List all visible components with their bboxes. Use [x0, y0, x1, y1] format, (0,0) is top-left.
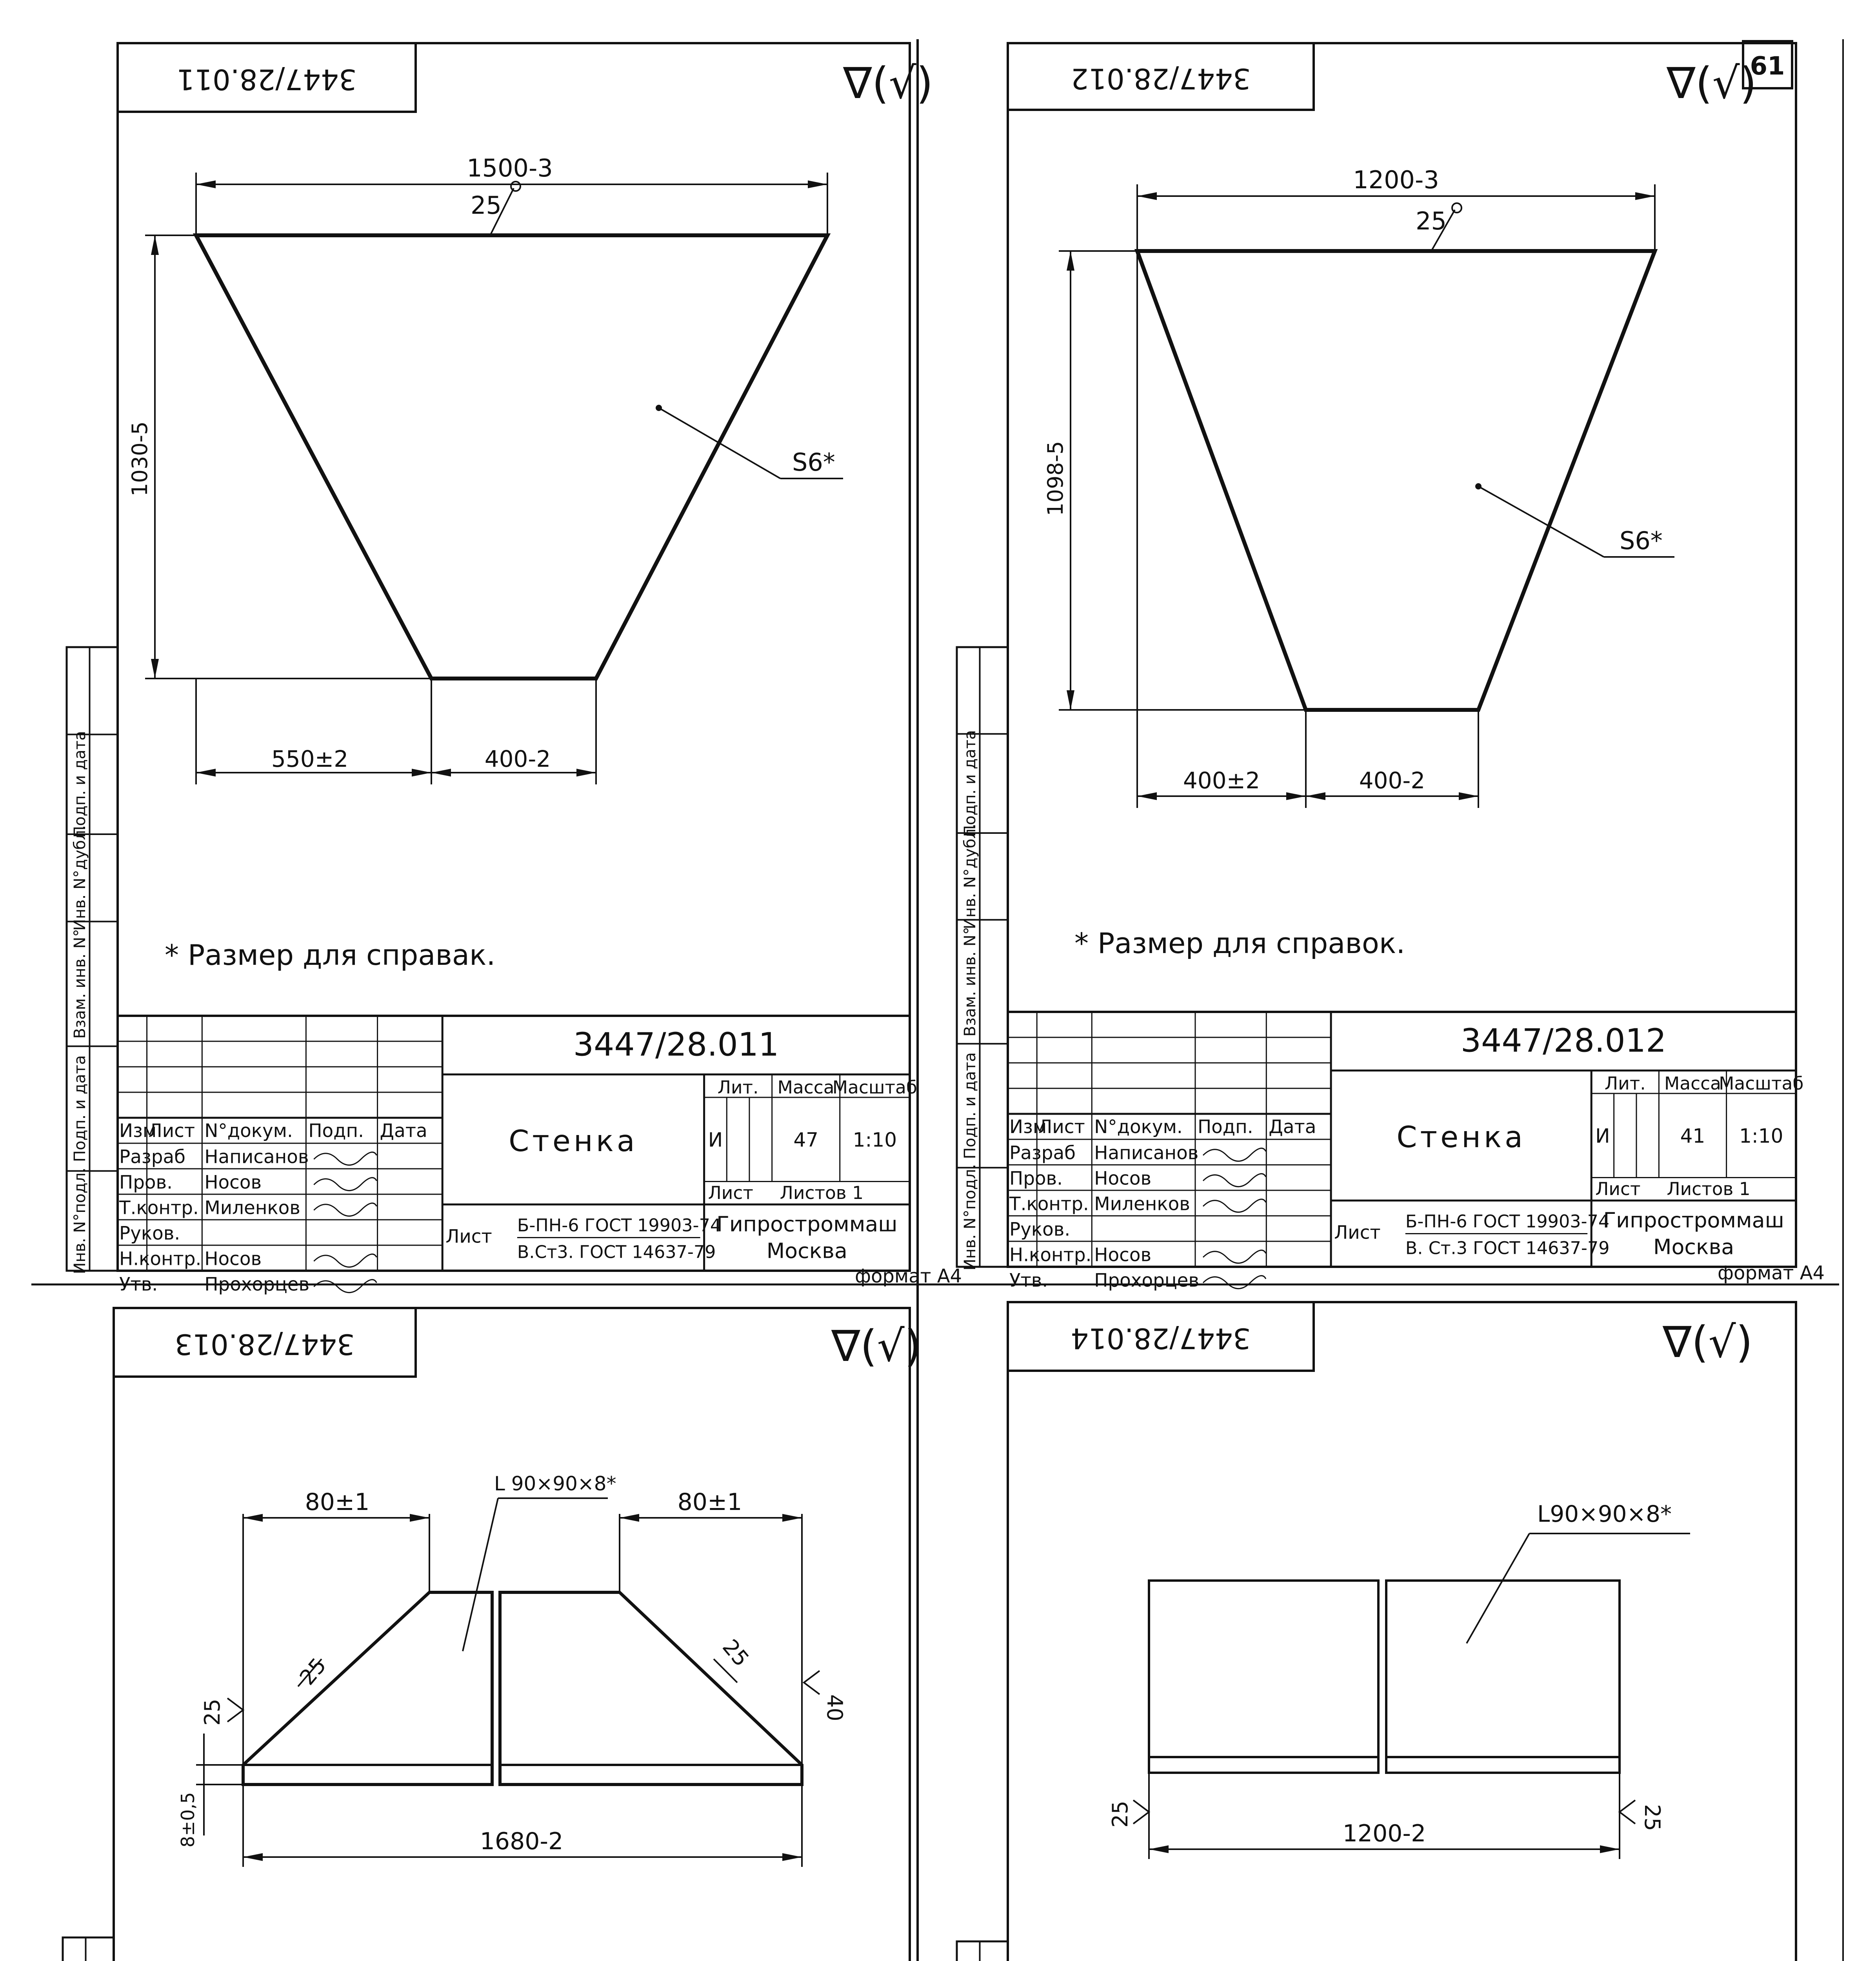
- stamp-title: Стенка: [1396, 1120, 1526, 1155]
- profile-label: L 90×90×8*: [494, 1472, 616, 1495]
- stamp-scale: 1:10: [853, 1128, 897, 1151]
- stamp-material-line1: Б-ПН-6 ГОСТ 19903-74: [1405, 1212, 1610, 1232]
- trapezoid-part: [1137, 251, 1655, 710]
- stamp-role: Разраб: [1009, 1142, 1076, 1164]
- reference-note: * Размер для справак.: [165, 939, 496, 971]
- stamp-header-sign: Подп.: [308, 1120, 364, 1142]
- title-blocks: [114, 1012, 1803, 1961]
- side-stamp-label: Инв. N°подл.: [71, 1168, 89, 1274]
- stamp-lit-header: Лит.: [717, 1077, 759, 1098]
- stamp-name: Миленков: [1094, 1193, 1190, 1215]
- side-stamp-label: Инв. N°подл.: [961, 1164, 979, 1271]
- length-dimension: [1149, 1773, 1620, 1859]
- dim-bottom-right: 400-2: [1359, 767, 1425, 794]
- top-dimensions: [243, 1488, 802, 1765]
- stamp-role: Утв.: [1009, 1270, 1048, 1292]
- profile-label: L90×90×8*: [1537, 1501, 1672, 1527]
- sheet-3: [114, 1308, 922, 1961]
- side-stamp-label: Инв. N°дубл.: [961, 823, 979, 930]
- roughness-mark: ∇(√): [831, 1321, 922, 1371]
- dim-left: 1098-5: [1043, 441, 1068, 516]
- stamp-name: Носов: [1094, 1168, 1152, 1190]
- sheet-frame: [1008, 1302, 1796, 1961]
- stamp-sheets-label: Листов 1: [1667, 1179, 1751, 1199]
- weld-left: 25: [294, 1653, 331, 1690]
- signature-scribble: [314, 1280, 376, 1293]
- weld-right: 25: [1640, 1804, 1665, 1831]
- stamp-material-line2: В.Ст3. ГОСТ 14637-79: [517, 1242, 716, 1262]
- sheet-frame: [114, 1308, 910, 1961]
- side-stamp: [957, 1941, 1008, 1961]
- weld-side: 25: [200, 1699, 225, 1726]
- stamp-role: Н.контр.: [1009, 1244, 1092, 1266]
- side-stamp-label: Подп. и дата: [71, 731, 89, 838]
- stamp-name: Носов: [204, 1248, 262, 1270]
- weld-right: 25: [718, 1634, 754, 1671]
- stamp-mass-header: Масса: [777, 1077, 834, 1098]
- stamp-lit: И: [1595, 1124, 1610, 1148]
- reference-note: * Размер для справок.: [1074, 927, 1405, 960]
- signature-scribble: [1203, 1276, 1266, 1289]
- side-stamp-label: Взам. инв. N°: [71, 929, 89, 1039]
- side-stamp: [957, 647, 1008, 1270]
- stamp-role: Пров.: [1009, 1168, 1063, 1190]
- side-stamp-label: Подп. и дата: [71, 1055, 89, 1162]
- brace-part: [1149, 1581, 1620, 1773]
- code-top: 3447/28.014: [1071, 1322, 1251, 1355]
- stamp-code: 3447/28.011: [573, 1026, 779, 1064]
- stamp-name: Носов: [204, 1172, 262, 1193]
- stamp-scale: 1:10: [1739, 1124, 1783, 1148]
- weld-side-right: 40: [822, 1694, 847, 1721]
- side-stamp-label: Инв. N°дубл.: [71, 825, 89, 931]
- side-stamp: [67, 647, 118, 1274]
- stamp-name: Прохорцев: [1094, 1270, 1200, 1292]
- stamp-header-doc: N°докум.: [1094, 1116, 1183, 1138]
- stamp-city: Москва: [766, 1238, 847, 1263]
- signature-scribble: [1203, 1148, 1266, 1161]
- signature-scribble: [1203, 1174, 1266, 1187]
- stamp-name: Написанов: [1094, 1142, 1199, 1164]
- stamp-role: Пров.: [119, 1172, 173, 1193]
- dim-left: 1030-5: [127, 421, 152, 497]
- stamp-lit: И: [708, 1128, 723, 1151]
- sheet-2: [1008, 43, 1825, 1284]
- top-dimension: [1137, 166, 1655, 251]
- dim-bottom-right: 400-2: [484, 746, 551, 772]
- dim-bottom-left: 400±2: [1183, 767, 1260, 794]
- title-block: [1008, 1012, 1803, 1292]
- stamp-name: Миленков: [204, 1197, 300, 1219]
- stamp-code: 3447/28.012: [1460, 1022, 1667, 1060]
- stamp-material-prefix: Лист: [1334, 1222, 1381, 1244]
- side-stamp: [63, 1937, 114, 1961]
- thickness-dimension: [177, 1734, 243, 1847]
- stamp-name: Написанов: [204, 1146, 309, 1168]
- material-leader: [1475, 483, 1674, 557]
- material-mark: S6*: [792, 448, 835, 477]
- dim-left-length: 80±1: [305, 1488, 370, 1516]
- stamp-sheet-label: Лист: [708, 1182, 753, 1203]
- stamp-header-izm: Изм: [1009, 1116, 1047, 1138]
- code-top: 3447/28.013: [175, 1328, 355, 1361]
- stamp-mass: 47: [793, 1128, 819, 1151]
- side-stamp-label: Взам. инв. N°: [961, 927, 979, 1037]
- sheet-1: [118, 43, 962, 1287]
- stamp-header-sign: Подп.: [1197, 1116, 1253, 1138]
- stamp-material-prefix: Лист: [445, 1226, 492, 1248]
- top-dimension: [196, 154, 827, 235]
- signature-scribble: [314, 1178, 376, 1191]
- roughness-mark: ∇(√): [1667, 58, 1757, 108]
- stamp-name: Носов: [1094, 1244, 1152, 1266]
- side-stamp-label: Подп. и дата: [961, 1052, 979, 1159]
- stamp-role: Утв.: [119, 1274, 158, 1295]
- bottom-dimensions: [1137, 251, 1478, 808]
- left-dimension: [1043, 251, 1306, 710]
- signature-scribble: [314, 1203, 376, 1216]
- signature-scribble: [314, 1254, 376, 1267]
- stamp-role: Т.контр.: [119, 1197, 199, 1219]
- roughness-mark: ∇(√): [1663, 1317, 1753, 1367]
- stamp-scale-header: Масштаб: [832, 1077, 917, 1098]
- weld-left: 25: [1108, 1801, 1133, 1828]
- dim-top: 1200-3: [1353, 166, 1439, 194]
- page-number: 61: [1750, 52, 1785, 81]
- dim-top: 1500-3: [467, 154, 553, 182]
- weld-size: 25: [471, 191, 502, 220]
- title-block: [118, 1016, 917, 1295]
- stamp-role: Н.контр.: [119, 1248, 202, 1270]
- stamp-mass: 41: [1680, 1124, 1705, 1148]
- stamp-header-date: Дата: [1269, 1116, 1316, 1138]
- beam-part: [243, 1592, 802, 1785]
- stamp-sheets-label: Листов 1: [780, 1182, 864, 1203]
- dim-bottom-left: 550±2: [271, 746, 349, 772]
- roughness-mark: ∇(√): [843, 58, 933, 108]
- stamp-header-list: Лист: [1038, 1116, 1085, 1138]
- code-top: 3447/28.012: [1071, 62, 1251, 95]
- stamp-scale-header: Масштаб: [1719, 1073, 1804, 1094]
- weld-callout: [1416, 203, 1462, 251]
- weld-callout: [471, 182, 520, 235]
- stamp-org: Гипростроммаш: [716, 1212, 898, 1237]
- format-label: формат А4: [855, 1265, 962, 1287]
- stamp-city: Москва: [1653, 1234, 1734, 1259]
- stamp-header-date: Дата: [380, 1120, 427, 1142]
- weld-marks: [200, 1635, 847, 1726]
- trapezoid-part: [196, 235, 827, 679]
- dim-thickness: 8±0,5: [177, 1792, 198, 1848]
- profile-leader: [463, 1472, 616, 1651]
- dim-right-length: 80±1: [677, 1488, 742, 1516]
- stamp-material-line1: Б-ПН-6 ГОСТ 19903-74: [517, 1215, 722, 1236]
- signature-scribble: [1203, 1250, 1266, 1263]
- length-dimension: [243, 1785, 802, 1867]
- bottom-dimensions: [196, 679, 596, 784]
- stamp-org: Гипростроммаш: [1603, 1208, 1784, 1233]
- sheet-4: [1008, 1302, 1796, 1961]
- format-label: формат А4: [1718, 1262, 1825, 1284]
- side-stamp-label: Подп. и дата: [961, 730, 979, 837]
- signature-scribble: [314, 1152, 376, 1165]
- stamp-role: Т.контр.: [1009, 1193, 1089, 1215]
- stamp-sheet-label: Лист: [1595, 1179, 1641, 1199]
- left-dimension: [127, 235, 431, 679]
- code-top: 3447/28.011: [176, 63, 357, 96]
- stamp-mass-header: Масса: [1664, 1073, 1721, 1094]
- dim-length: 1200-2: [1342, 1820, 1426, 1847]
- material-mark: S6*: [1620, 526, 1663, 555]
- dim-length: 1680-2: [480, 1828, 564, 1855]
- stamp-name: Прохорцев: [204, 1274, 310, 1295]
- material-leader: [656, 405, 843, 478]
- stamp-role: Разраб: [119, 1146, 186, 1168]
- stamp-material-line2: В. Ст.3 ГОСТ 14637-79: [1405, 1238, 1610, 1259]
- stamp-role: Руков.: [1009, 1219, 1071, 1241]
- stamp-header-izm: Изм: [119, 1120, 157, 1142]
- signature-scribble: [1203, 1199, 1266, 1212]
- profile-leader: [1467, 1501, 1690, 1643]
- stamp-header-list: Лист: [148, 1120, 195, 1142]
- stamp-title: Стенка: [509, 1124, 638, 1159]
- weld-size: 25: [1416, 207, 1447, 235]
- stamp-role: Руков.: [119, 1223, 180, 1244]
- stamp-lit-header: Лит.: [1604, 1073, 1646, 1094]
- stamp-header-doc: N°докум.: [204, 1120, 293, 1142]
